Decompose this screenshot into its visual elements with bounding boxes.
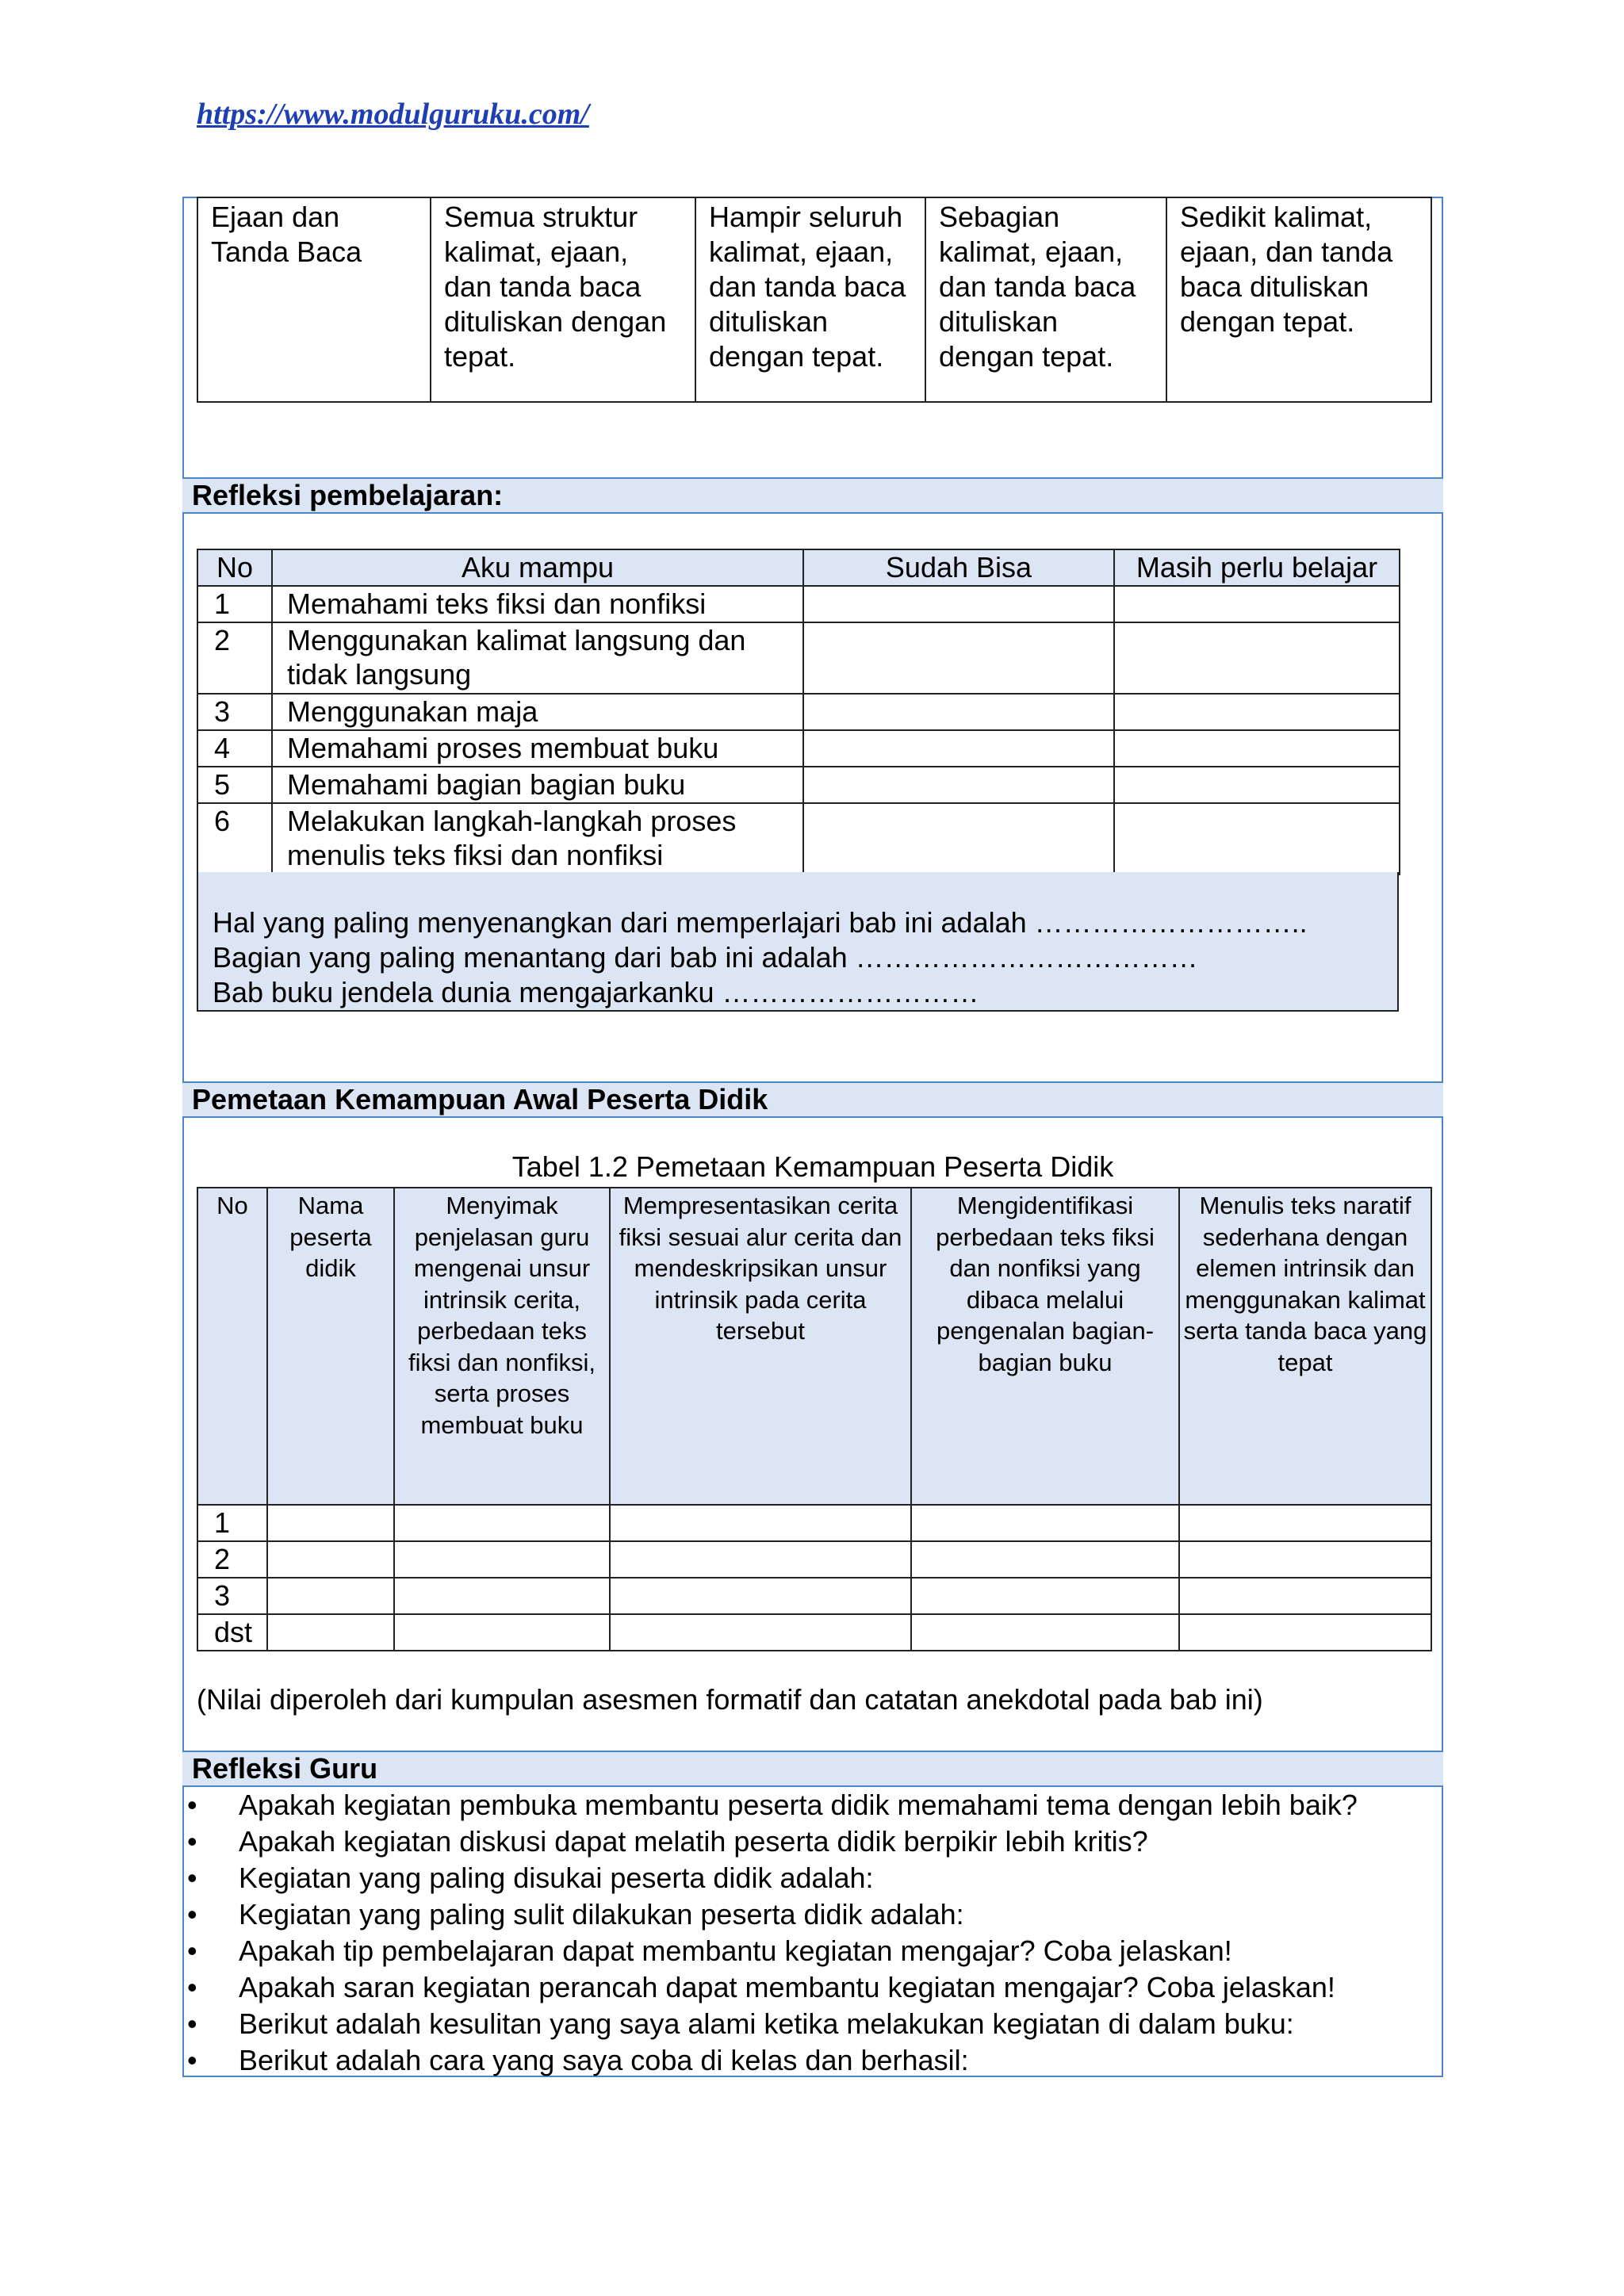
input-cell[interactable]	[610, 1578, 911, 1614]
checkbox-cell-masih[interactable]	[1114, 694, 1400, 730]
section-title-pemetaan: Pemetaan Kemampuan Awal Peserta Didik	[182, 1081, 1443, 1118]
checkbox-cell-masih[interactable]	[1114, 622, 1400, 694]
col-header-masih-perlu: Masih perlu belajar	[1114, 549, 1400, 586]
input-cell[interactable]	[1179, 1541, 1431, 1578]
bullet-icon: •	[187, 1971, 197, 2003]
col-header-mengidentifikasi: Mengidentifikasi perbedaan teks fiksi dan nonfiksi yang dibaca melalui pengenalan bagian-bagian buku	[911, 1188, 1179, 1505]
input-cell[interactable]	[610, 1541, 911, 1578]
row-text: Menggunakan maja	[272, 694, 803, 730]
pemetaan-note: (Nilai diperoleh dari kumpulan asesmen formatif dan catatan anekdotal pada bab ini)	[197, 1683, 1263, 1716]
list-item-text: Berikut adalah cara yang saya coba di kelas dan berhasil:	[239, 2044, 969, 2076]
header-link[interactable]: https://www.modulguruku.com/	[197, 98, 589, 131]
input-cell[interactable]	[394, 1541, 610, 1578]
col-header-sudah-bisa: Sudah Bisa	[803, 549, 1114, 586]
checkbox-cell-sudah[interactable]	[803, 803, 1114, 874]
input-cell[interactable]	[267, 1614, 394, 1651]
input-cell[interactable]	[911, 1505, 1179, 1541]
col-header-mempresentasikan: Mempresentasikan cerita fiksi sesuai alur cerita dan mendeskripsikan unsur intrinsik pada cerita tersebut	[610, 1188, 911, 1505]
row-no: dst	[197, 1614, 267, 1651]
rubric-table	[197, 197, 1432, 403]
input-cell[interactable]	[394, 1505, 610, 1541]
input-cell[interactable]	[267, 1505, 394, 1541]
list-item-text: Apakah saran kegiatan perancah dapat membantu kegiatan mengajar? Coba jelaskan!	[239, 1971, 1335, 2003]
table-caption: Tabel 1.2 Pemetaan Kemampuan Peserta Didik	[511, 1150, 1114, 1183]
table-row	[197, 694, 1400, 730]
bullet-icon: •	[187, 1789, 197, 1821]
col-header-no: No	[197, 549, 272, 586]
input-cell[interactable]	[267, 1578, 394, 1614]
row-no: 1	[197, 586, 272, 622]
table-row	[197, 586, 1400, 622]
table-row	[197, 197, 1431, 402]
table-row	[197, 622, 1400, 694]
row-no: 6	[197, 803, 272, 874]
checkbox-cell-masih[interactable]	[1114, 767, 1400, 803]
reflection-prompts[interactable]	[197, 872, 1399, 1012]
row-no: 3	[197, 1578, 267, 1614]
table-header-row	[197, 1188, 1431, 1505]
list-item	[187, 1969, 1358, 2006]
reflection-line-1: Hal yang paling menyenangkan dari memperlajari bab ini adalah ………………………..	[213, 906, 1308, 939]
rubric-level-2: Hampir seluruh kalimat, ejaan, dan tanda baca dituliskan dengan tepat.	[695, 197, 925, 402]
table-row	[197, 803, 1400, 874]
table-row	[197, 1614, 1431, 1651]
row-text: Memahami teks fiksi dan nonfiksi	[272, 586, 803, 622]
list-item	[187, 1823, 1358, 1860]
input-cell[interactable]	[610, 1614, 911, 1651]
bullet-icon: •	[187, 2007, 197, 2040]
refleksi-table	[197, 549, 1400, 875]
checkbox-cell-sudah[interactable]	[803, 694, 1114, 730]
list-item-text: Berikut adalah kesulitan yang saya alami ketika melakukan kegiatan di dalam buku:	[239, 2007, 1294, 2040]
row-text: Menggunakan kalimat langsung dan tidak langsung	[272, 622, 803, 694]
table-header-row	[197, 549, 1400, 586]
row-no: 2	[197, 622, 272, 694]
table-row	[197, 1578, 1431, 1614]
bullet-icon: •	[187, 1862, 197, 1894]
row-no: 4	[197, 730, 272, 767]
col-header-no: No	[197, 1188, 267, 1505]
col-header-menulis: Menulis teks naratif sederhana dengan elemen intrinsik dan menggunakan kalimat serta tanda baca yang tepat	[1179, 1188, 1431, 1505]
row-text: Memahami bagian bagian buku	[272, 767, 803, 803]
table-row	[197, 730, 1400, 767]
checkbox-cell-sudah[interactable]	[803, 730, 1114, 767]
input-cell[interactable]	[394, 1578, 610, 1614]
table-row	[197, 1541, 1431, 1578]
checkbox-cell-masih[interactable]	[1114, 586, 1400, 622]
list-item	[187, 2006, 1358, 2042]
checkbox-cell-sudah[interactable]	[803, 586, 1114, 622]
input-cell[interactable]	[1179, 1505, 1431, 1541]
input-cell[interactable]	[911, 1578, 1179, 1614]
bullet-icon: •	[187, 1898, 197, 1931]
input-cell[interactable]	[610, 1505, 911, 1541]
table-row	[197, 1505, 1431, 1541]
table-row	[197, 767, 1400, 803]
row-text: Memahami proses membuat buku	[272, 730, 803, 767]
input-cell[interactable]	[394, 1614, 610, 1651]
reflection-line-3: Bab buku jendela dunia mengajarkanku ………………………	[213, 976, 979, 1008]
row-no: 5	[197, 767, 272, 803]
checkbox-cell-sudah[interactable]	[803, 622, 1114, 694]
bullet-icon: •	[187, 1825, 197, 1858]
list-item-text: Apakah kegiatan diskusi dapat melatih peserta didik berpikir lebih kritis?	[239, 1825, 1148, 1858]
section-title-refleksi-guru: Refleksi Guru	[182, 1751, 1443, 1787]
reflection-line-2: Bagian yang paling menantang dari bab ini adalah ………………………………	[213, 941, 1198, 974]
list-item	[187, 1860, 1358, 1896]
list-item-text: Kegiatan yang paling disukai peserta didik adalah:	[239, 1862, 874, 1894]
checkbox-cell-masih[interactable]	[1114, 803, 1400, 874]
refleksi-guru-list	[187, 1787, 1358, 2079]
input-cell[interactable]	[267, 1541, 394, 1578]
checkbox-cell-masih[interactable]	[1114, 730, 1400, 767]
list-item	[187, 2042, 1358, 2079]
rubric-criteria: Ejaan dan Tanda Baca	[197, 197, 431, 402]
list-item-text: Apakah kegiatan pembuka membantu peserta didik memahami tema dengan lebih baik?	[239, 1789, 1358, 1821]
row-no: 3	[197, 694, 272, 730]
input-cell[interactable]	[911, 1614, 1179, 1651]
input-cell[interactable]	[911, 1541, 1179, 1578]
bullet-icon: •	[187, 2044, 197, 2076]
list-item-text: Kegiatan yang paling sulit dilakukan peserta didik adalah:	[239, 1898, 964, 1931]
bullet-icon: •	[187, 1934, 197, 1967]
col-header-nama: Nama peserta didik	[267, 1188, 394, 1505]
col-header-menyimak: Menyimak penjelasan guru mengenai unsur intrinsik cerita, perbedaan teks fiksi dan nonfiksi, serta proses membuat buku	[394, 1188, 610, 1505]
input-cell[interactable]	[1179, 1614, 1431, 1651]
list-item	[187, 1787, 1358, 1823]
section-title-refleksi: Refleksi pembelajaran:	[182, 477, 1443, 514]
row-no: 2	[197, 1541, 267, 1578]
checkbox-cell-sudah[interactable]	[803, 767, 1114, 803]
rubric-level-4: Sedikit kalimat, ejaan, dan tanda baca dituliskan dengan tepat.	[1166, 197, 1431, 402]
row-text: Melakukan langkah-langkah proses menulis teks fiksi dan nonfiksi	[272, 803, 803, 874]
list-item	[187, 1933, 1358, 1969]
pemetaan-table	[197, 1187, 1432, 1651]
input-cell[interactable]	[1179, 1578, 1431, 1614]
row-no: 1	[197, 1505, 267, 1541]
rubric-level-1: Semua struktur kalimat, ejaan, dan tanda baca dituliskan dengan tepat.	[431, 197, 695, 402]
col-header-aku-mampu: Aku mampu	[272, 549, 803, 586]
rubric-level-3: Sebagian kalimat, ejaan, dan tanda baca dituliskan dengan tepat.	[925, 197, 1166, 402]
list-item	[187, 1896, 1358, 1933]
list-item-text: Apakah tip pembelajaran dapat membantu kegiatan mengajar? Coba jelaskan!	[239, 1934, 1232, 1967]
